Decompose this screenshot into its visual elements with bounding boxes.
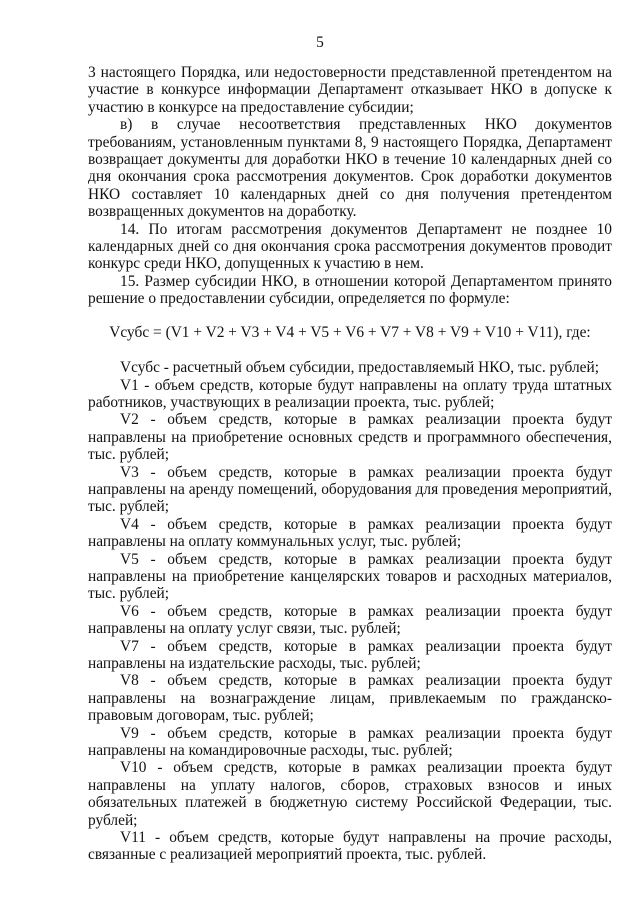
definition-item: V6 - объем средств, которые в рамках реализации проекта будут направлены на оплату услуг связи, тыс. рублей; (88, 602, 612, 638)
paragraph: в) в случае несоответствия представленных НКО документов требованиям, установленным пунктами 8, 9 настоящего Порядка, Департамент возвращает документы для доработки НКО в течение 10 календарных дней со дня окончания срока рассмотрения документов. Срок доработки документов НКО составляет 10 календарных дней со дня получения претендентом возвращенных документов на доработку. (88, 116, 612, 221)
definition-item: V7 - объем средств, которые в рамках реализации проекта будут направлены на издательские расходы, тыс. рублей; (88, 637, 612, 672)
definition-item: V9 - объем средств, которые в рамках реализации проекта будут направлены на командировочные расходы, тыс. рублей; (88, 724, 612, 760)
definition-item: V10 - объем средств, которые в рамках реализации проекта будут направлены на уплату налогов, сборов, страховых взносов и иных обязательных платежей в бюджетную систему Российской Федерации, тыс. рублей; (88, 759, 612, 829)
definition-item: V11 - объем средств, которые будут направлены на прочие расходы, связанные с реализацией мероприятий проекта, тыс. рублей. (88, 829, 612, 864)
definition-item: V3 - объем средств, которые в рамках реализации проекта будут направлены на аренду помещений, оборудования для проведения мероприятий, тыс. рублей; (88, 463, 612, 516)
page-number: 5 (316, 34, 324, 51)
definition-item: V1 - объем средств, которые будут направлены на оплату труда штатных работников, участвующих в реализации проекта, тыс. рублей; (88, 376, 612, 411)
definition-item: V5 - объем средств, которые в рамках реализации проекта будут направлены на приобретение канцелярских товаров и расходных материалов, тыс. рублей; (88, 550, 612, 603)
paragraph: 3 настоящего Порядка, или недостоверности представленной претендентом на участие в конкурсе информации Департамент отказывает НКО в допуске к участию в конкурсе на предоставление субсидии; (88, 64, 612, 116)
paragraph: 14. По итогам рассмотрения документов Департамент не позднее 10 календарных дней со дня окончания срока рассмотрения документов проводит конкурс среди НКО, допущенных к участию в нем. (88, 220, 612, 273)
document-body (88, 64, 612, 864)
definition-item: Vсубс - расчетный объем субсидии, предоставляемый НКО, тыс. рублей; (120, 359, 599, 377)
definition-item: V2 - объем средств, которые в рамках реализации проекта будут направлены на приобретение основных средств и программного обеспечения, тыс. рублей; (88, 411, 612, 464)
definition-item: V4 - объем средств, которые в рамках реализации проекта будут направлены на оплату коммунальных услуг, тыс. рублей; (88, 515, 612, 551)
formula: Vсубс = (V1 + V2 + V3 + V4 + V5 + V6 + V7 + V8 + V9 + V10 + V11), где: (109, 323, 591, 341)
paragraph: 15. Размер субсидии НКО, в отношении которой Департаментом принято решение о предоставлении субсидии, определяется по формуле: (88, 272, 612, 308)
definition-item: V8 - объем средств, которые в рамках реализации проекта будут направлены на вознаграждение лицам, привлекаемым по гражданско-правовым договорам, тыс. рублей; (88, 672, 612, 725)
